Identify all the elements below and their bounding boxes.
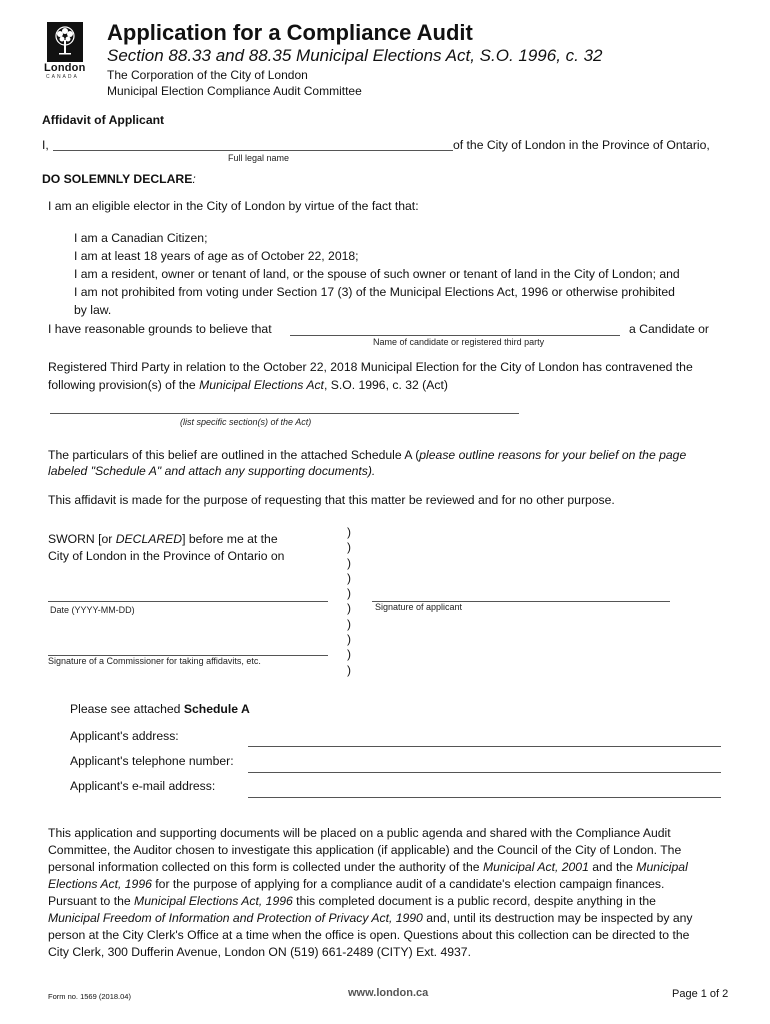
grounds-text: I have reasonable grounds to believe that — [48, 322, 272, 336]
org-line-2: Municipal Election Compliance Audit Committee — [107, 84, 362, 98]
condition-not-prohibited: I am not prohibited from voting under Section 17 (3) of the Municipal Elections Act, 1996 or otherwise prohibited — [74, 285, 675, 299]
page-number: Page 1 of 2 — [672, 988, 729, 1000]
logo-subtext: CANADA — [46, 74, 79, 80]
email-field[interactable] — [248, 797, 721, 798]
eligible-statement: I am an eligible elector in the City of London by virtue of the fact that: — [48, 199, 419, 213]
date-caption: Date (YYYY-MM-DD) — [50, 605, 135, 615]
condition-by-law: by law. — [74, 303, 112, 317]
candidate-caption: Name of candidate or registered third party — [373, 337, 545, 347]
condition-citizen: I am a Canadian Citizen; — [74, 231, 208, 245]
condition-resident: I am a resident, owner or tenant of land, or the spouse of such owner or tenant of land in the City of London; and — [74, 267, 680, 281]
schedule-note: Please see attached Schedule A — [70, 702, 250, 716]
email-label: Applicant's e-mail address: — [70, 779, 216, 793]
third-party-line-2: following provision(s) of the Municipal Elections Act, S.O. 1996, c. 32 (Act) — [48, 378, 448, 392]
website-link[interactable]: www.london.ca — [348, 987, 429, 999]
full-legal-name-field[interactable] — [53, 150, 453, 151]
applicant-signature-caption: Signature of applicant — [375, 602, 463, 612]
privacy-notice: This application and supporting documents will be placed on a public agenda and shared with the Compliance Audit Committee, the Auditor chosen to investigate this application (if applicable) and the Council of the City of London. The personal information collected on this form is collected under the authority of the Municipal Act, 2001 and the Municipal Elections Act, 1996 for the purpose of applying for a compliance audit of a candidate's election campaign finances. Pursuant to the Municipal Elections Act, 1996 this completed document is a public record, despite anything in the Municipal Freedom of Information and Protection of Privacy Act, 1990 and, until its destruction may be inspected by any person at the City Clerk's Office at a time when the office is open. Questions about this collection can be directed to the City Clerk, 300 Dufferin Avenue, London ON (519) 661-2489 (CITY) Ext. 4937. — [48, 826, 693, 959]
date-field[interactable] — [48, 601, 328, 602]
declare-heading: DO SOLEMNLY DECLARE: — [42, 172, 196, 186]
condition-age: I am at least 18 years of age as of October 22, 2018; — [74, 249, 359, 263]
city-logo — [47, 22, 83, 62]
bracket-column: ) ) ) ) ) ) ) ) ) ) — [347, 525, 351, 677]
org-line-1: The Corporation of the City of London — [107, 68, 308, 82]
sworn-line-2: City of London in the Province of Ontario on — [48, 549, 285, 563]
act-sections-field[interactable] — [50, 413, 519, 414]
particulars-line-2: labeled "Schedule A" and attach any supporting documents). — [48, 464, 376, 478]
affidavit-heading: Affidavit of Applicant — [42, 113, 165, 127]
sections-caption: (list specific section(s) of the Act) — [180, 417, 312, 427]
purpose-statement: This affidavit is made for the purpose of requesting that this matter be reviewed and for no other purpose. — [48, 493, 615, 507]
logo-wordmark: London — [44, 62, 86, 74]
sworn-line-1: SWORN [or DECLARED] before me at the — [48, 532, 278, 546]
page-title: Application for a Compliance Audit — [107, 20, 473, 45]
address-field[interactable] — [248, 746, 721, 747]
phone-label: Applicant's telephone number: — [70, 754, 234, 768]
candidate-suffix: a Candidate or — [629, 322, 709, 336]
phone-field[interactable] — [248, 772, 721, 773]
full-name-caption: Full legal name — [228, 153, 290, 163]
third-party-line-1: Registered Third Party in relation to the October 22, 2018 Municipal Election for the City of London has contravened the — [48, 360, 693, 374]
form-number: Form no. 1569 (2018.04) — [48, 992, 131, 1001]
particulars-line-1: The particulars of this belief are outlined in the attached Schedule A (please outline reasons for your belief on the page — [48, 448, 687, 462]
tree-icon — [47, 22, 83, 62]
page-subtitle: Section 88.33 and 88.35 Municipal Elections Act, S.O. 1996, c. 32 — [107, 46, 603, 65]
commissioner-caption: Signature of a Commissioner for taking affidavits, etc. — [48, 656, 261, 666]
candidate-name-field[interactable] — [290, 335, 620, 336]
i-label: I, — [42, 138, 49, 152]
address-label: Applicant's address: — [70, 729, 179, 743]
city-province-text: of the City of London in the Province of Ontario, — [453, 138, 710, 152]
